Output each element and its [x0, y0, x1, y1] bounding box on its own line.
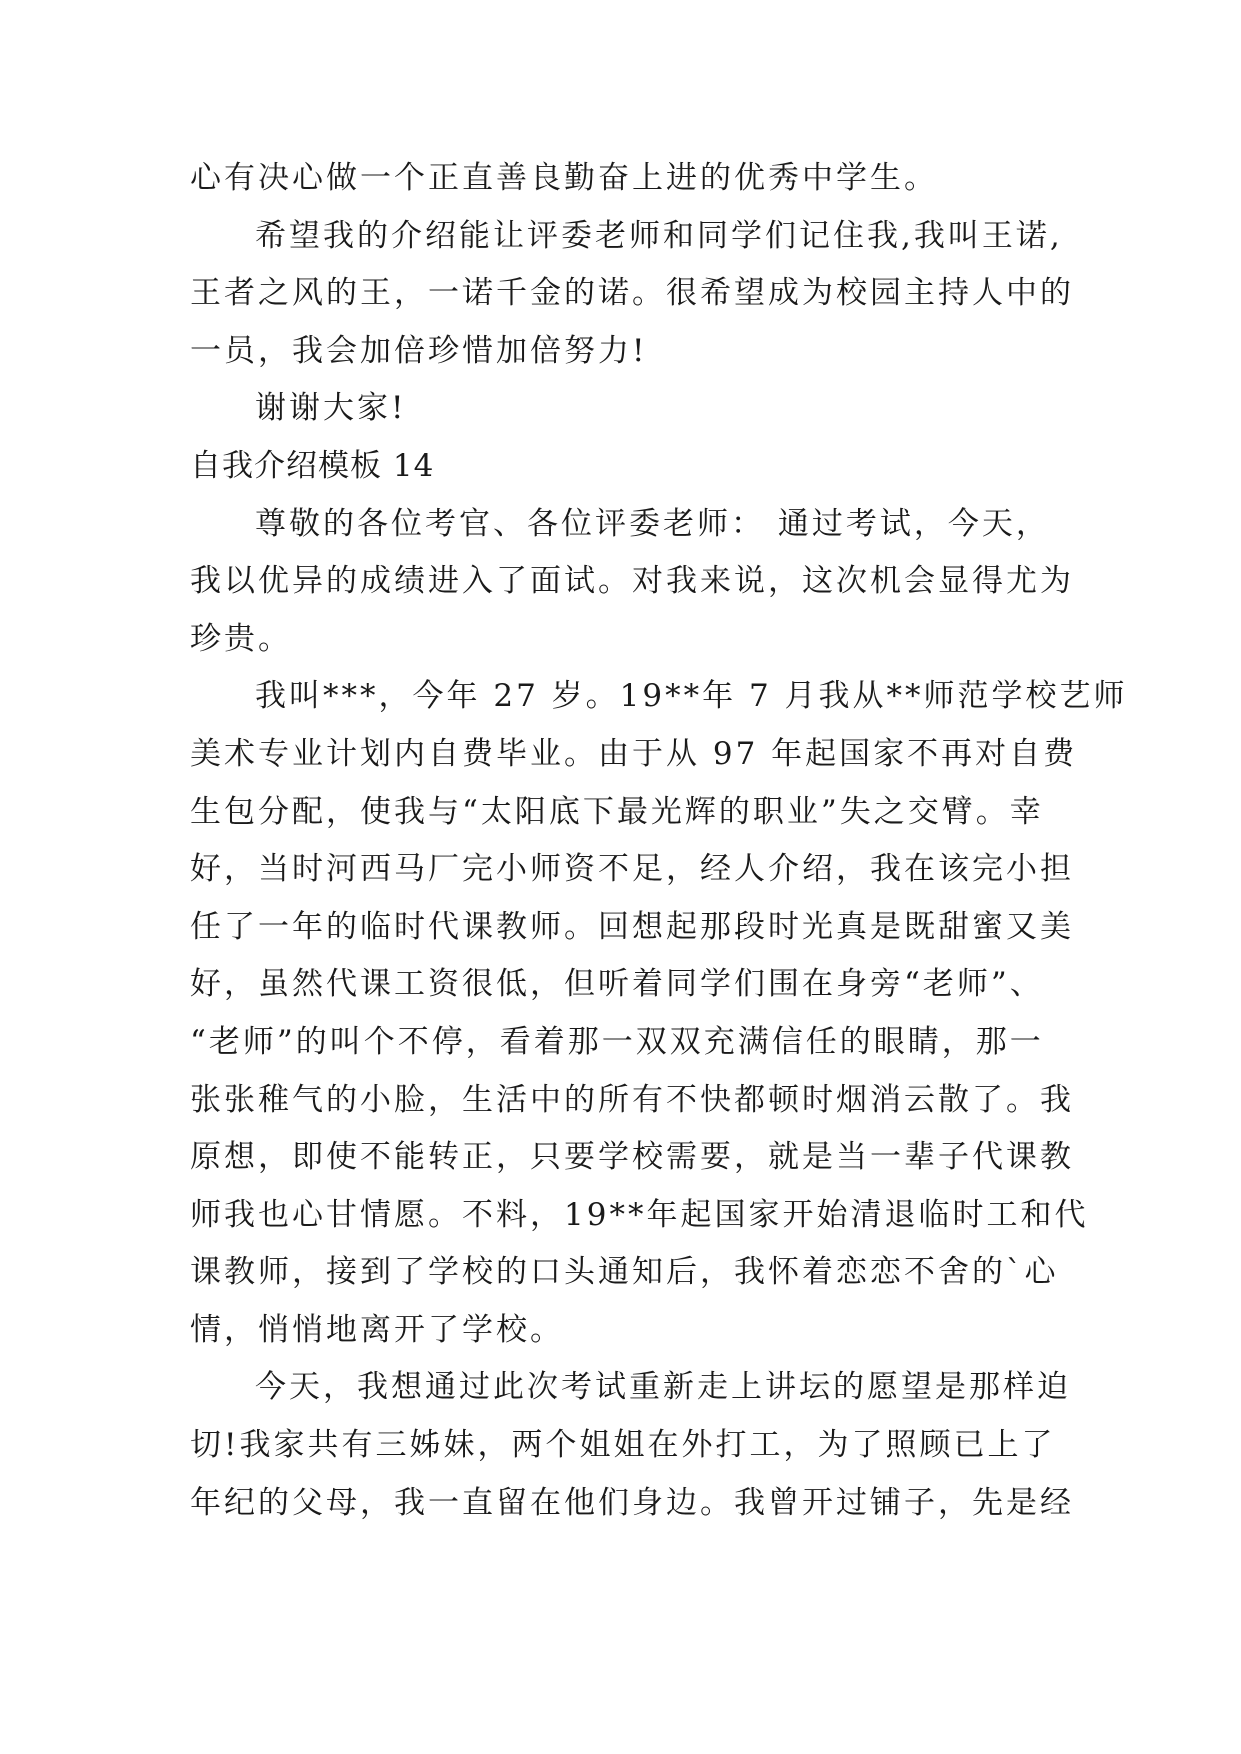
paragraph-line: 今天，我想通过此次考试重新走上讲坛的愿望是那样迫 — [255, 1369, 1071, 1406]
paragraph-line: 珍贵。 — [190, 620, 292, 657]
paragraph-line: 情，悄悄地离开了学校。 — [190, 1311, 564, 1348]
paragraph-line: 年纪的父母，我一直留在他们身边。我曾开过铺子，先是经 — [190, 1484, 1074, 1521]
paragraph-line: 张张稚气的小脸，生活中的所有不快都顿时烟消云散了。我 — [190, 1081, 1074, 1118]
paragraph-line: 尊敬的各位考官、各位评委老师： 通过考试，今天， — [255, 505, 1050, 542]
paragraph-line: 一员，我会加倍珍惜加倍努力! — [190, 332, 648, 369]
paragraph-line: 课教师，接到了学校的口头通知后，我怀着恋恋不舍的`心 — [190, 1254, 1059, 1291]
paragraph-line: 我以优异的成绩进入了面试。对我来说，这次机会显得尤为 — [190, 563, 1074, 600]
paragraph-line: 希望我的介绍能让评委老师和同学们记住我,我叫王诺, — [255, 217, 1063, 254]
document-body — [190, 150, 1128, 1532]
paragraph-line: “老师”的叫个不停，看着那一双双充满信任的眼睛，那一 — [190, 1023, 1044, 1060]
paragraph-line: 好，虽然代课工资很低，但听着同学们围在身旁“老师”、 — [190, 966, 1044, 1003]
section-heading: 自我介绍模板 14 — [190, 447, 435, 484]
paragraph-line: 原想，即使不能转正，只要学校需要，就是当一辈子代课教 — [190, 1139, 1074, 1176]
paragraph-line: 美术专业计划内自费毕业。由于从 97 年起国家不再对自费 — [190, 735, 1078, 772]
paragraph-line: 王者之风的王，一诺千金的诺。很希望成为校园主持人中的 — [190, 275, 1074, 312]
paragraph-line: 生包分配，使我与“太阳底下最光辉的职业”失之交臂。幸 — [190, 793, 1044, 830]
paragraph-line: 好，当时河西马厂完小师资不足，经人介绍，我在该完小担 — [190, 851, 1074, 888]
paragraph-line: 我叫***，今年 27 岁。19**年 7 月我从**师范学校艺师 — [255, 678, 1128, 715]
paragraph-line: 任了一年的临时代课教师。回想起那段时光真是既甜蜜又美 — [190, 908, 1074, 945]
paragraph-line: 切!我家共有三姊妹，两个姐姐在外打工，为了照顾已上了 — [190, 1427, 1056, 1464]
paragraph-line: 师我也心甘情愿。不料，19**年起国家开始清退临时工和代 — [190, 1196, 1089, 1233]
paragraph-line: 心有决心做一个正直善良勤奋上进的优秀中学生。 — [190, 160, 938, 196]
paragraph-line: 谢谢大家! — [255, 390, 407, 427]
